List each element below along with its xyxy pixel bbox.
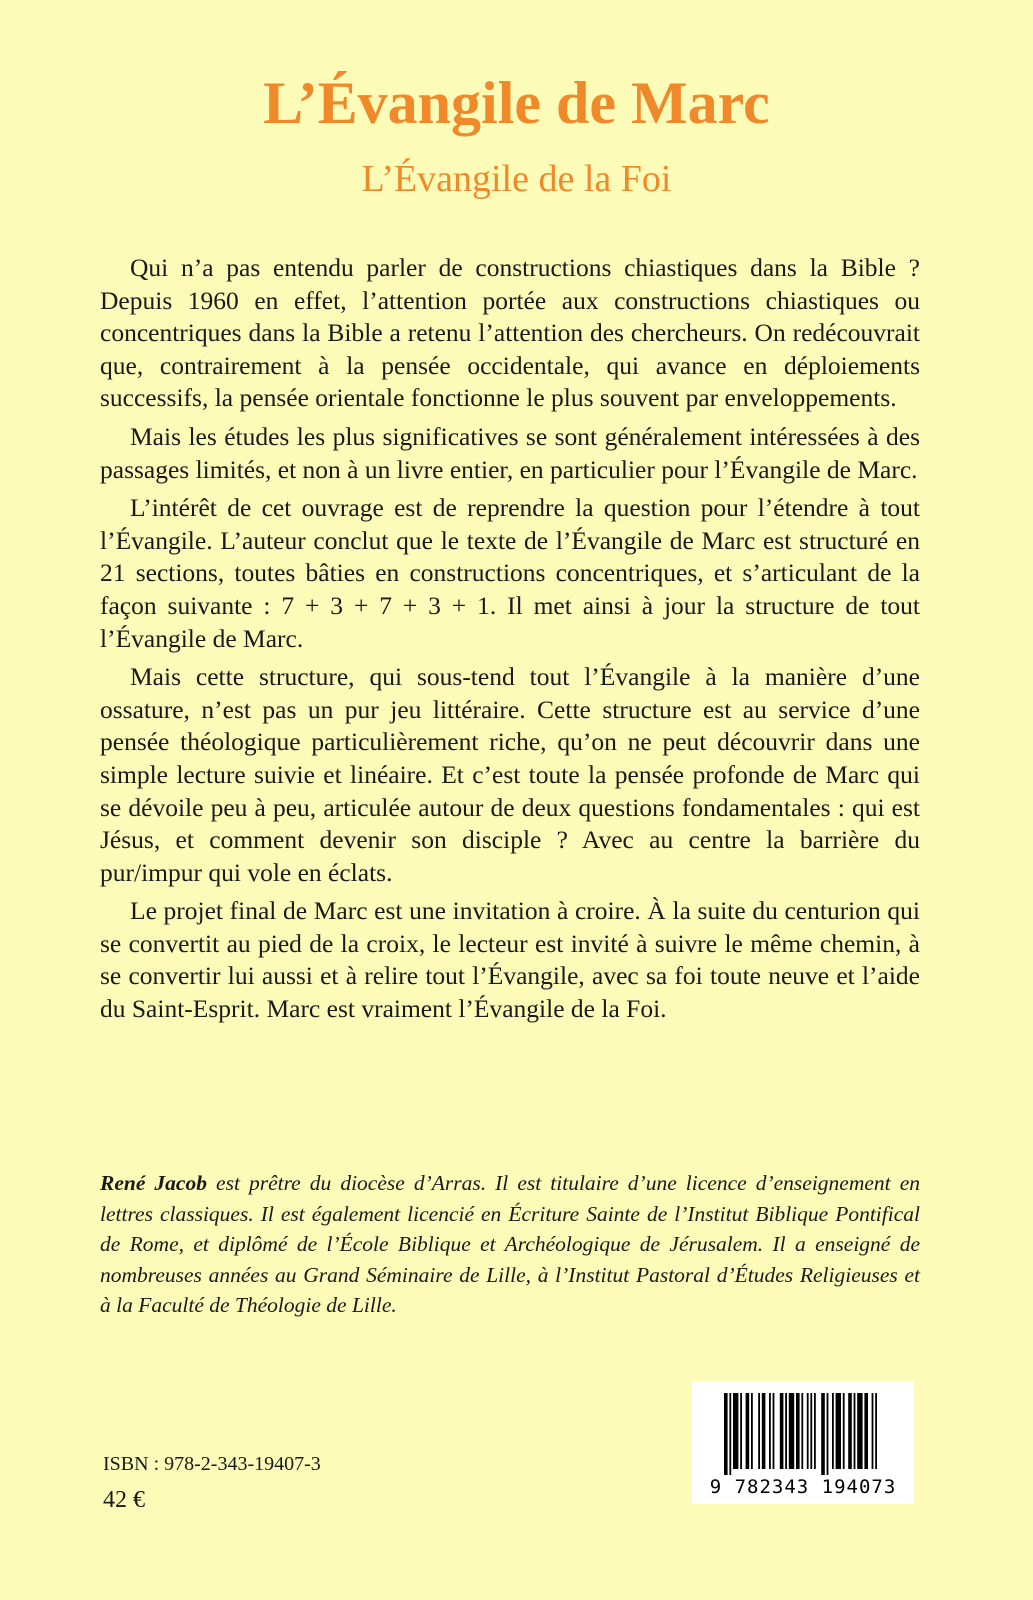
description-paragraph: Qui n’a pas entendu parler de constructions chiastiques dans la Bible ? Depuis 1960 en effet, l’attention portée aux constructions chiastiques ou concentriques dans la Bible a retenu l’attention des chercheurs. On redécouvrait que, contrairement à la pensée occidentale, qui avance en déploiements successifs, la pensée orientale fonctionne le plus souvent par enveloppements. <box>100 253 920 413</box>
isbn: ISBN : 978-2-343-19407-3 <box>103 1453 321 1475</box>
description-paragraph: Le projet final de Marc est une invitation à croire. À la suite du centurion qui se convertit au pied de la croix, le lecteur est invité à suivre le même chemin, à se convertir lui aussi et à relire tout l’Évangile, avec sa foi toute neuve et l’aide du Saint-Esprit. Marc est vraiment l’Évangile de la Foi. <box>100 896 920 1024</box>
description <box>100 252 920 1032</box>
description-paragraph: Mais les études les plus significatives se sont généralement intéressées à des passages limités, et non à un livre entier, en particulier pour l’Évangile de Marc. <box>100 421 920 484</box>
author-bio-text: est prêtre du diocèse d’Arras. Il est titulaire d’une licence d’enseignement en lettres classiques. Il est également licencié en Écriture Sainte de l’Institut Biblique Pontifical de Rome, et diplômé de l’École Biblique et Archéologique de Jérusalem. Il a enseigné de nombreuses années au Grand Séminaire de Lille, à l’Institut Pastoral d’Études Religieuses et à la Faculté de Théologie de Lille. <box>100 1171 920 1317</box>
description-paragraph: Mais cette structure, qui sous-tend tout l’Évangile à la manière d’une ossature, n’est pas un pur jeu littéraire. Cette structure est au service d’une pensée théologique particulièrement riche, qu’on ne peut découvrir dans une simple lecture suivie et linéaire. Et c’est toute la pensée profonde de Marc qui se dévoile peu à peu, articulée autour de deux questions fondamentales : qui est Jésus, et comment devenir son disciple ? Avec au centre la barrière du pur/impur qui vole en éclats. <box>100 662 920 887</box>
author-bio <box>100 1168 920 1321</box>
book-subtitle: L’Évangile de la Foi <box>361 158 672 200</box>
book-title: L’Évangile de Marc <box>263 70 770 136</box>
price: 42 € <box>103 1487 145 1513</box>
description-paragraph: L’intérêt de cet ouvrage est de reprendre la question pour l’étendre à tout l’Évangile. L’auteur conclut que le texte de l’Évangile de Marc est structuré en 21 sections, toutes bâties en constructions concentriques, et s’articulant de la façon suivante : 7 + 3 + 7 + 3 + 1. Il met ainsi à jour la structure de tout l’Évangile de Marc. <box>100 493 920 653</box>
barcode <box>692 1381 914 1504</box>
barcode-number: 9 782343 194073 <box>709 1476 897 1498</box>
barcode-bars <box>724 1393 882 1475</box>
author-name: René Jacob <box>100 1171 207 1195</box>
